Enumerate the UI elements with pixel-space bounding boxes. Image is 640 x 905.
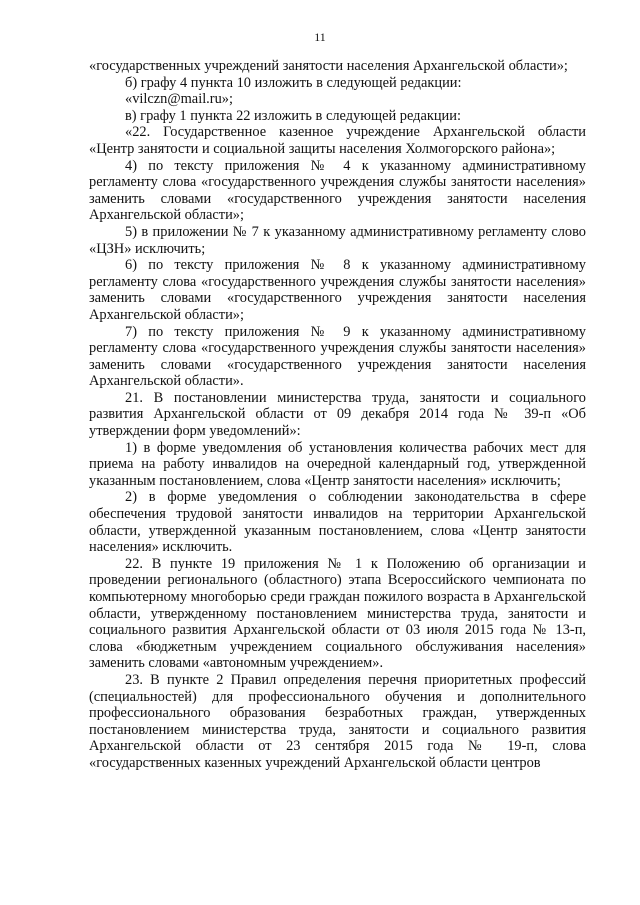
paragraph-11: 1) в форме уведомления об установления количества рабочих мест для приема на работу инвалидов на очередной календарный год, утвержденной указанным постановлением, слова «Центр занятости населения» исключить; [89,439,586,489]
paragraph-3: «vilczn@mail.ru»; [125,91,233,108]
paragraph-9: 7) по тексту приложения № 9 к указанному административному регламенту слова «государственного учреждения службы занятости населения» заменить словами «государственного учреждения занятости населения Архангельской области». [89,323,586,390]
paragraph-12: 2) в форме уведомления о соблюдении законодательства в сфере обеспечения трудовой занятости инвалидов на территории Архангельской области, утвержденной указанным постановлением, слова «Центр занятости населения» исключить. [89,489,586,556]
paragraph-1: «государственных учреждений занятости населения Архангельской области»; [89,58,568,74]
paragraph-4: в) графу 1 пункта 22 изложить в следующей редакции: [125,107,461,124]
paragraph-8: 6) по тексту приложения № 8 к указанному административному регламенту слова «государственного учреждения службы занятости населения» заменить словами «государственного учреждения занятости населения Архангельской области»; [89,257,586,323]
paragraph-7: 5) в приложении № 7 к указанному административному регламенту слово «ЦЗН» исключить; [89,223,586,257]
paragraph-6: 4) по тексту приложения № 4 к указанному административному регламенту слова «государственного учреждения службы занятости населения» заменить словами «государственного учреждения занятости населения Архангельской области»; [89,157,586,224]
paragraph-2: б) графу 4 пункта 10 изложить в следующей редакции: [125,74,462,91]
document-body [89,58,586,772]
paragraph-10: 21. В постановлении министерства труда, занятости и социального развития Архангельской области от 09 декабря 2014 года № 39-п «Об утверждении форм уведомлений»: [89,389,586,440]
paragraph-14: 23. В пункте 2 Правил определения перечня приоритетных профессий (специальностей) для профессионального обучения и дополнительного профессионального образования безработных граждан, утвержденных постановлением министерства труда, занятости и социального развития Архангельской области от 23 сентября 2015 года № 19-п, слова «государственных казенных учреждений Архангельской области центров [89,671,586,771]
paragraph-5: «22. Государственное казенное учреждение Архангельской области «Центр занятости и социальной защиты населения Холмогорского района»; [89,124,586,157]
paragraph-13: 22. В пункте 19 приложения № 1 к Положению об организации и проведении регионального (областного) этапа Всероссийского чемпионата по компьютерному многоборью среди граждан пожилого возраста в Архангельской области, утвержденному постановлением министерства труда, занятости и социального развития Архангельской области от 03 июля 2015 года № 13-п, слова «бюджетным учреждением социального обслуживания населения» заменить словами «автономным учреждением». [89,555,586,672]
page-number: 11 [314,30,326,44]
